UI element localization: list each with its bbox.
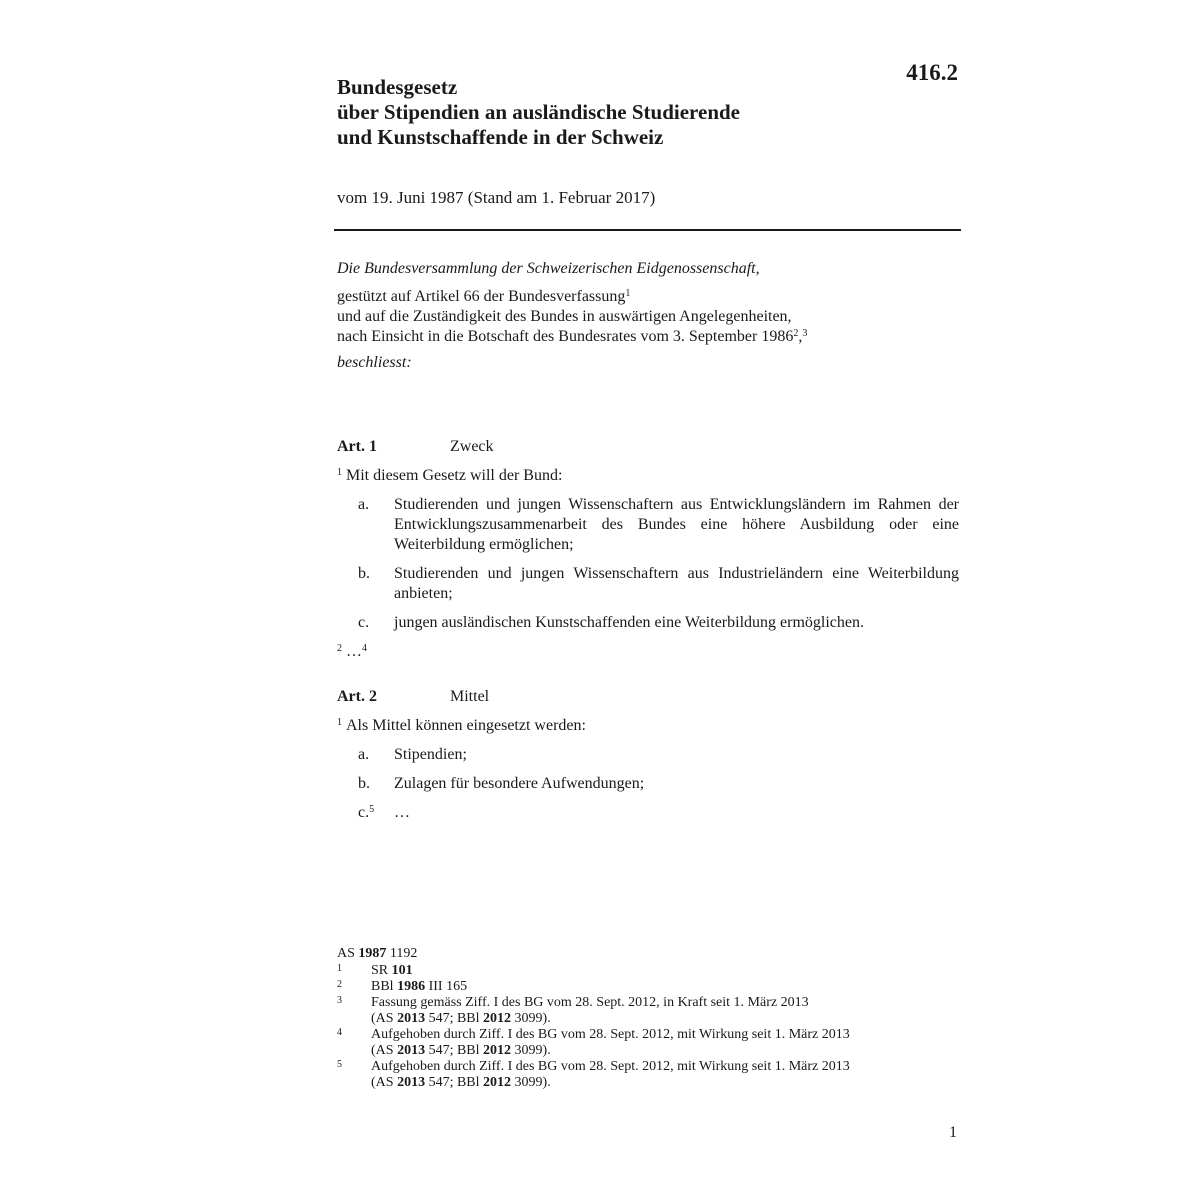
article-2 [337, 687, 959, 832]
footnote-number: 3 [337, 995, 342, 1006]
ref-bold: 2012 [483, 1043, 512, 1058]
item-text: Studierenden und jungen Wissenschaftern aus Entwicklungsländern im Rahmen der Entwicklungszusammenarbeit des Bundes eine höhere Ausbildung oder eine Weiterbildung ermöglichen; [394, 496, 959, 553]
ref-bold: 2013 [397, 1043, 426, 1058]
footnote-2 [337, 979, 957, 995]
ref-part: (AS [371, 1011, 394, 1026]
title-line: über Stipendien an ausländische Studierende [337, 100, 740, 124]
ref-part: 547; BBl [428, 1043, 480, 1058]
footnote-number: 2 [337, 979, 342, 990]
item-text: Zulagen für besondere Aufwendungen; [394, 775, 645, 792]
item-text: jungen ausländischen Kunstschaffenden eine Weiterbildung ermöglichen. [394, 614, 864, 631]
footnote-bold: 101 [391, 963, 413, 978]
article-1 [337, 437, 959, 671]
article-title: Zweck [450, 438, 494, 455]
list-item [337, 564, 959, 604]
as-year: 1987 [358, 946, 387, 961]
paragraph-number: 2 [337, 643, 342, 654]
item-letter [358, 803, 374, 823]
issuer: Die Bundesversammlung der Schweizerischen Eidgenossenschaft, [337, 260, 760, 277]
footnote-bold: 1986 [397, 979, 426, 994]
footnote-ref-line [371, 1011, 957, 1027]
list-item [337, 745, 959, 765]
ref-bold: 2013 [397, 1011, 426, 1026]
paragraph-number: 1 [337, 467, 342, 478]
footnote-3 [337, 995, 957, 1027]
preamble-text: gestützt auf Artikel 66 der Bundesverfassung [337, 288, 626, 305]
as-page: 1192 [389, 946, 418, 961]
footnote-ref[interactable]: 1 [625, 288, 631, 299]
article-number: Art. 2 [337, 688, 377, 705]
footnote-number: 4 [337, 1027, 342, 1038]
footnote-ref[interactable]: 3 [802, 328, 808, 339]
document-title [337, 75, 897, 150]
item-letter-text: c. [358, 804, 370, 821]
title-line: und Kunstschaffende in der Schweiz [337, 125, 664, 149]
footnote-separator: , [798, 328, 803, 345]
footnote-number: 1 [337, 963, 342, 974]
ref-part: 3099). [514, 1075, 551, 1090]
ref-part: 3099). [514, 1011, 551, 1026]
footnote-text: Fassung gemäss Ziff. I des BG vom 28. Sept. 2012, in Kraft seit 1. März 2013 [371, 995, 809, 1010]
paragraph [337, 466, 959, 486]
footnote-ref[interactable]: 5 [369, 804, 375, 815]
footnote-text: BBl [371, 979, 394, 994]
article-heading [337, 687, 959, 707]
paragraph-number: 1 [337, 717, 342, 728]
paragraph-text: Mit diesem Gesetz will der Bund: [346, 467, 563, 484]
article-heading [337, 437, 959, 457]
list-item [337, 613, 959, 633]
footnotes [337, 946, 957, 1091]
paragraph [337, 716, 959, 736]
list-item [337, 803, 959, 823]
ref-part: 547; BBl [428, 1011, 480, 1026]
date-line: vom 19. Juni 1987 (Stand am 1. Februar 2017) [337, 188, 656, 207]
paragraph [337, 642, 959, 662]
ref-part: 547; BBl [428, 1075, 480, 1090]
ref-bold: 2012 [483, 1075, 512, 1090]
preamble-line [337, 287, 977, 307]
item-letter: b. [358, 565, 370, 582]
footnote-text: Aufgehoben durch Ziff. I des BG vom 28. Sept. 2012, mit Wirkung seit 1. März 2013 [371, 1027, 850, 1042]
footnote-text: III 165 [428, 979, 468, 994]
item-letter: a. [358, 746, 370, 763]
item-letter: b. [358, 775, 370, 792]
list-item [337, 495, 959, 555]
footnote-number: 5 [337, 1059, 342, 1070]
ref-bold: 2012 [483, 1011, 512, 1026]
header-divider [334, 229, 961, 231]
as-prefix: AS [337, 946, 355, 961]
ref-part: (AS [371, 1075, 394, 1090]
ref-part: (AS [371, 1043, 394, 1058]
item-text: Stipendien; [394, 746, 467, 763]
preamble-text: nach Einsicht in die Botschaft des Bundesrates vom 3. September 1986 [337, 328, 794, 345]
footnote-1 [337, 963, 957, 979]
paragraph-text: … [346, 643, 362, 660]
footnote-5 [337, 1059, 957, 1091]
footnote-4 [337, 1027, 957, 1059]
footnote-ref[interactable]: 2 [793, 328, 799, 339]
page-number: 1 [949, 1124, 957, 1141]
preamble [337, 259, 977, 373]
enacting-clause: beschliesst: [337, 354, 412, 371]
item-letter: c. [358, 614, 370, 631]
official-collection-ref [337, 946, 957, 962]
ref-part: 3099). [514, 1043, 551, 1058]
item-text: … [394, 804, 410, 821]
list-item [337, 774, 959, 794]
preamble-line: und auf die Zuständigkeit des Bundes in auswärtigen Angelegenheiten, [337, 308, 792, 325]
title-line: Bundesgesetz [337, 75, 458, 99]
article-title: Mittel [450, 688, 490, 705]
ref-bold: 2013 [397, 1075, 426, 1090]
footnote-text: SR [371, 963, 389, 978]
footnote-ref-line [371, 1043, 957, 1059]
paragraph-text: Als Mittel können eingesetzt werden: [346, 717, 586, 734]
footnote-text: Aufgehoben durch Ziff. I des BG vom 28. Sept. 2012, mit Wirkung seit 1. März 2013 [371, 1059, 850, 1074]
preamble-line [337, 327, 977, 347]
item-letter: a. [358, 496, 370, 513]
sr-number: 416.2 [906, 60, 958, 85]
footnote-ref[interactable]: 4 [362, 643, 367, 654]
article-number: Art. 1 [337, 438, 377, 455]
item-text: Studierenden und jungen Wissenschaftern aus Industrieländern eine Weiterbildung anbieten; [394, 565, 959, 602]
footnote-ref-line [371, 1075, 957, 1091]
